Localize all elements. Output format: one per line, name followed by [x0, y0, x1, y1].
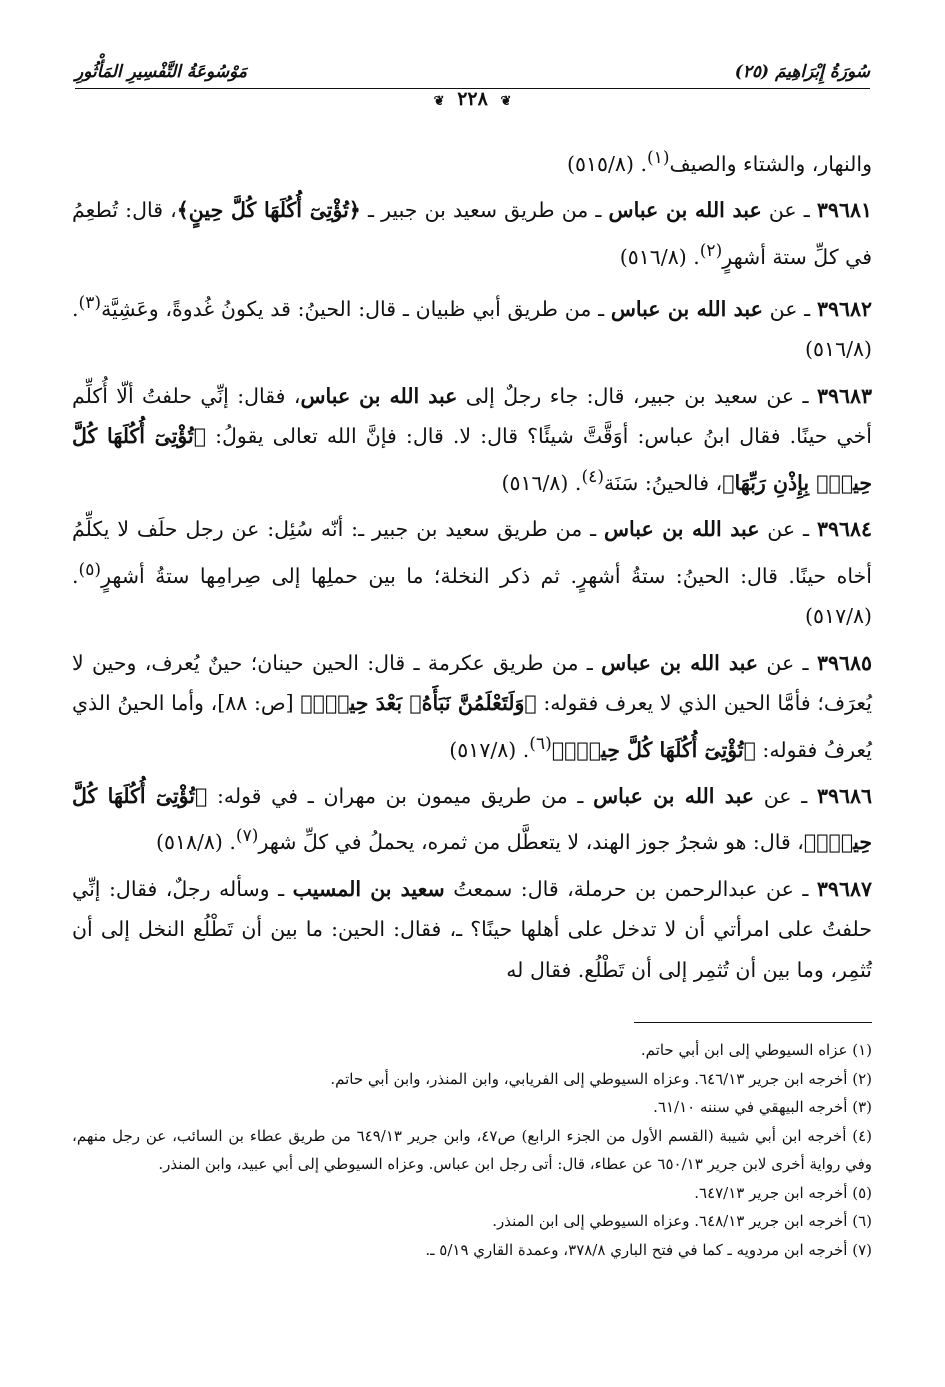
narrator-name: عبد الله بن عباس [608, 198, 762, 223]
hadith-paragraph [72, 509, 872, 636]
hadith-paragraph [72, 776, 872, 863]
hadith-number: ٣٩٦٨١ [816, 198, 872, 223]
paragraph-text: . (٥١٦/٨) [619, 244, 700, 269]
hadith-paragraph [72, 376, 872, 503]
main-text [72, 138, 872, 996]
paragraph-text: [ص: ٨٨]، وأما الحينُ الذي يُعرفُ فقوله: [72, 691, 872, 762]
quran-quote: ﴿تُؤْتِىٓ أُكُلَهَا كُلَّ حِينٍۭ بِإِذْنِ رَبِّهَا﴾ [72, 424, 872, 495]
paragraph-text: ـ عن سعيد بن جبير، قال: جاء رجلٌ إلى [457, 383, 817, 408]
paragraph-text: ـ وسأله رجلٌ، فقال: إنِّي حلفتُ على امرأتي أن لا تدخل على أهلها حينًا؟ ـ، فقال: الحين: ما بين أن تَطْلُع النخل إلى أن تُثمِر، وما بين أن تُثمِر إلى أن تَطْلُع. فقال له [72, 876, 872, 982]
footnotes [72, 1036, 872, 1264]
page-number-value: ٢٢٨ [457, 88, 488, 110]
footnote-ref: (٦) [529, 733, 552, 754]
paragraph-text: ـ عن [754, 783, 817, 808]
paragraph-text: ـ عن [762, 296, 817, 321]
footnote-item: (٢) أخرجه ابن جرير ٦٤٦/١٣. وعزاه السيوطي إلى الفريابي، وابن المنذر، وابن أبي حاتم. [330, 1069, 872, 1088]
narrator-name: عبد الله بن عباس [593, 783, 754, 808]
hadith-number: ٣٩٦٨٧ [816, 876, 872, 901]
paragraph-text: والنهار، والشتاء والصيف [669, 151, 872, 176]
paragraph-text: ـ من طريق عكرمة ـ قال: الحين حينان؛ حينٌ يُعرف، وحين لا يُعرَف؛ فأمَّا الحين الذي لا يعرف فقوله: [72, 650, 872, 716]
paragraph-text: ـ عن [761, 198, 817, 223]
footnote-ref: (٣) [78, 293, 102, 314]
paragraph-text: . (٥١٦/٨) [501, 470, 582, 495]
hadith-number: ٣٩٦٨٢ [816, 296, 872, 321]
paragraph-text: ، فالحينُ: سَنَة [603, 470, 723, 495]
quran-quote: ﴿تُؤْتِىٓ أُكُلَهَا كُلَّ حِينٍۭ﴾ [551, 737, 756, 762]
ornament-left-icon: ❦ [500, 94, 512, 109]
hadith-paragraph [72, 283, 872, 370]
hadith-paragraph [72, 138, 872, 184]
footnote-ref: (٥) [78, 559, 102, 580]
footnote-item: (٧) أخرجه ابن مردويه ـ كما في فتح الباري ٣٧٨/٨، وعمدة القاري ٥/١٩ ـ. [425, 1240, 872, 1259]
page-number [0, 88, 945, 110]
paragraph-text: . (٥١٥/٨) [566, 151, 647, 176]
hadith-number: ٣٩٦٨٤ [816, 517, 872, 542]
surah-title: سُورَةُ إِبْرَاهِيمَ (٢٥) [734, 62, 870, 82]
paragraph-text: . (٥١٨/٨) [155, 830, 236, 855]
footnote-item: (١) عزاه السيوطي إلى ابن أبي حاتم. [640, 1041, 872, 1059]
paragraph-text: ـ عن عبدالرحمن بن حرملة، قال: سمعتُ [444, 876, 817, 901]
narrator-name: سعيد بن المسيب [292, 876, 445, 901]
narrator-name: عبد الله بن عباس [610, 296, 763, 321]
paragraph-text: ، فقال: إنِّي حلفتُ ألّا أُكلِّم أخي حينًا. فقال ابنُ عباس: أوَقَّتَّ شيئًا؟ قال: لا. قال: فإنَّ الله تعالى يقولُ: [72, 383, 872, 449]
hadith-number: ٣٩٦٨٦ [816, 783, 872, 808]
hadith-paragraph [72, 869, 872, 991]
footnote-item: (٦) أخرجه ابن جرير ٦٤٨/١٣. وعزاه السيوطي إلى ابن المنذر. [492, 1212, 872, 1230]
footnote-separator [634, 1022, 872, 1023]
paragraph-text: ـ من طريق سعيد بن جبير ـ: أنّه سُئِل: عن رجل حلَف لا يكلِّمُ أخاه حينًا. قال: الحينُ: ستةُ أشهرٍ. ثم ذكر النخلة؛ ما بين حملِها إلى صِرامِها ستةُ أشهرٍ [72, 517, 872, 588]
hadith-number: ٣٩٦٨٥ [816, 650, 872, 675]
footnote-ref: (٧) [235, 826, 259, 847]
hadith-paragraph [72, 190, 872, 277]
paragraph-text: ـ من طريق أبي ظبيان ـ قال: الحينُ: قد يكونُ غُدوةً، وعَشِيَّة [101, 296, 611, 321]
narrator-name: عبد الله بن عباس [601, 650, 758, 675]
narrator-name: عبد الله بن عباس [300, 383, 458, 408]
paragraph-text: ـ من طريق سعيد بن جبير ـ [360, 198, 609, 223]
footnote-ref: (٢) [699, 240, 723, 261]
quran-quote: ﴿تُؤْتِىٓ أُكُلَهَا كُلَّ حِينٍۭ﴾ [72, 783, 872, 855]
book-title: مَوْسُوعَةُ التَّفْسِيرِ المَأْثُورِ [75, 62, 247, 82]
paragraph-text: ، قال: هو شجرُ جوز الهند، لا يتعطَّل من ثمره، يحملُ في كلِّ شهر [258, 830, 804, 855]
paragraph-text: ـ من طريق ميمون بن مهران ـ في قوله: [207, 783, 594, 808]
hadith-paragraph [72, 643, 872, 770]
footnote-item: (٤) أخرجه ابن أبي شيبة (القسم الأول من الجزء الرابع) ص٤٧، وابن جرير ٦٤٩/١٣ من طريق عطاء بن السائب، عن رجل منهم، وفي رواية أخرى لابن جرير ٦٥٠/١٣ عن عطاء، قال: أتى رجل ابن عباس. وعزاه السيوطي إلى أبي عبيد، وابن المنذر. [72, 1126, 872, 1173]
hadith-number: ٣٩٦٨٣ [816, 383, 872, 408]
paragraph-text: . (٥١٧/٨) [449, 737, 530, 762]
quran-quote: ﴿وَلَتَعْلَمُنَّ نَبَأَهُۥ بَعْدَ حِينٍۭ﴾ [300, 691, 537, 716]
narrator-name: عبد الله بن عباس [604, 517, 760, 542]
footnote-item: (٥) أخرجه ابن جرير ٦٤٧/١٣. [694, 1183, 872, 1202]
quran-quote: ﴿تُؤْتِىٓ أُكُلَهَا كُلَّ حِينٍ﴾ [176, 198, 361, 223]
footnote-item: (٣) أخرجه البيهقي في سننه ٦١/١٠. [653, 1098, 872, 1116]
paragraph-text: ـ عن [759, 517, 817, 542]
footnote-ref: (٤) [581, 466, 604, 487]
ornament-right-icon: ❦ [433, 94, 445, 109]
footnote-ref: (١) [646, 148, 670, 168]
paragraph-text: . (٥١٧/٨) [72, 563, 872, 629]
paragraph-text: ـ عن [758, 650, 817, 675]
paragraph-text: . (٥١٦/٨) [72, 296, 872, 362]
paragraph-text: ، قال: تُطعِمُ في كلِّ ستة أشهرٍ [72, 198, 872, 269]
